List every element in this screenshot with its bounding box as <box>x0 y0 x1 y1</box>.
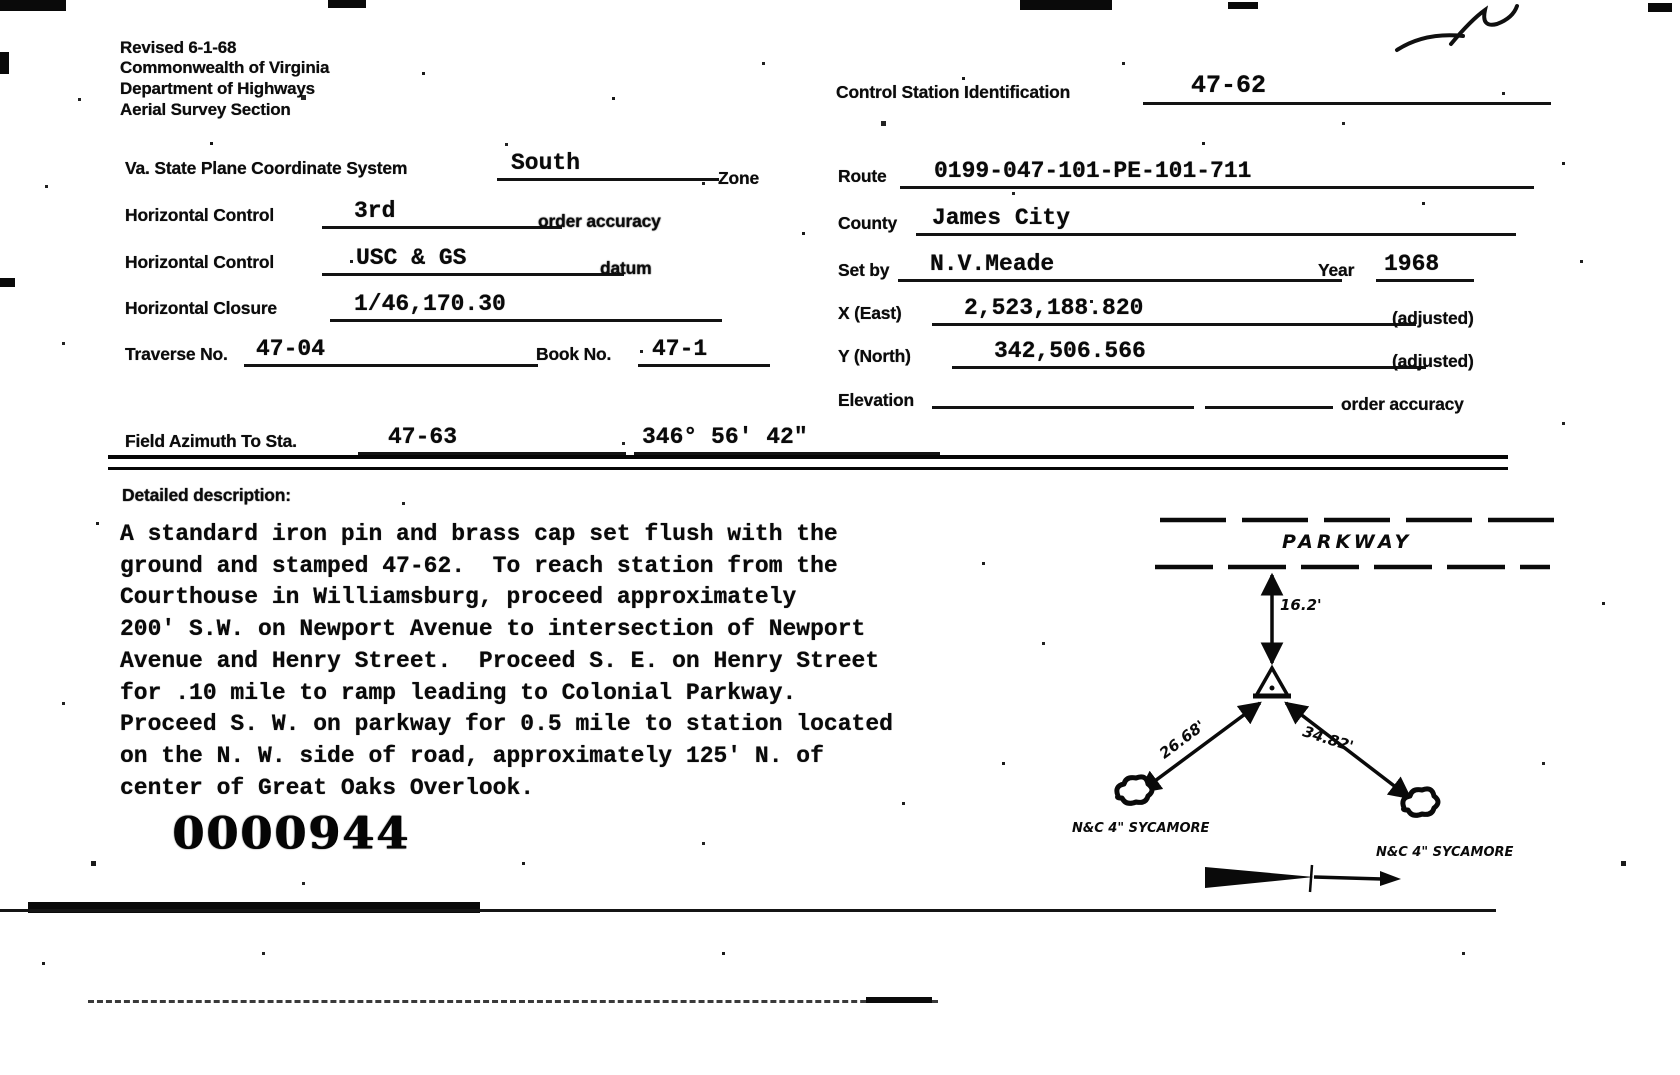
revision-note: Revised 6-1-68 <box>120 38 237 57</box>
left-tree-label: N&C 4" SYCAMORE <box>1072 821 1210 836</box>
station-point <box>1270 686 1275 691</box>
description-line: Avenue and Henry Street. Proceed S. E. on Henry Street <box>120 647 880 674</box>
book-no-value: 47-1 <box>652 336 708 362</box>
north-arrow <box>1205 867 1314 888</box>
horiz-closure-value: 1/46,170.30 <box>354 291 506 317</box>
description-line: 200' S.W. on Newport Avenue to intersection of Newport <box>120 616 866 643</box>
horiz-control-order-label: Horizontal Control <box>125 205 275 225</box>
zone-label: Zone <box>718 168 760 188</box>
horiz-control-order-value: 3rd <box>354 198 396 224</box>
route-label: Route <box>838 166 887 186</box>
left-tree-symbol <box>1117 777 1152 803</box>
coord-system-label: Va. State Plane Coordinate System <box>125 158 408 178</box>
description-text <box>120 519 960 804</box>
year-field <box>1376 242 1474 282</box>
scan-artifact <box>0 52 9 74</box>
field-azimuth-station-field <box>358 412 626 455</box>
station-id-label: Control Station Identification <box>836 82 1071 102</box>
traverse-no-value: 47-04 <box>256 336 326 362</box>
horiz-closure-field <box>330 283 722 322</box>
offset-distance-label: 16.2' <box>1280 596 1322 614</box>
field-azimuth-angle-field <box>634 412 940 455</box>
traverse-no-field <box>244 330 538 367</box>
route-value: 0199-047-101-PE-101-711 <box>934 158 1252 184</box>
horiz-control-datum-value: USC & GS <box>356 245 467 271</box>
north-arrow-head <box>1380 871 1401 886</box>
section-name: Aerial Survey Section <box>120 100 291 119</box>
pen-mark <box>1385 2 1555 62</box>
org-name: Commonwealth of Virginia <box>120 58 330 77</box>
scan-artifact <box>1228 2 1258 9</box>
book-no-label: Book No. <box>536 344 612 364</box>
y-north-field <box>952 327 1426 369</box>
x-east-value: 2,523,188.820 <box>964 295 1144 321</box>
set-by-label: Set by <box>838 260 890 280</box>
y-adjusted-label: (adjusted) <box>1392 351 1474 371</box>
north-arrow-shaft <box>1314 877 1382 879</box>
description-line: ground and stamped 47-62. To reach station from the <box>120 552 838 579</box>
section-divider <box>108 455 1508 470</box>
field-azimuth-angle-value: 346° 56' 42" <box>642 424 808 450</box>
year-label: Year <box>1318 260 1355 280</box>
scan-artifact <box>1648 3 1672 12</box>
right-tree-label: N&C 4" SYCAMORE <box>1376 845 1514 860</box>
description-label: Detailed description: <box>122 485 291 505</box>
horiz-control-datum-field <box>322 237 624 276</box>
scan-artifact <box>1020 0 1112 10</box>
left-tie-distance: 26.68' <box>1156 716 1209 763</box>
scan-artifact <box>0 0 66 11</box>
order-accuracy-label: order accuracy <box>538 211 661 231</box>
right-tree-symbol <box>1403 789 1438 815</box>
x-adjusted-label: (adjusted) <box>1392 308 1474 328</box>
serial-number-stamp: 0000944 <box>172 807 411 859</box>
right-tie-distance: 34.82' <box>1300 722 1356 756</box>
coord-system-field <box>497 142 719 181</box>
description-line: Courthouse in Williamsburg, proceed approximately <box>120 584 797 611</box>
scan-artifact <box>866 997 932 1003</box>
y-north-value: 342,506.566 <box>994 338 1146 364</box>
north-arrow-tick <box>1310 865 1312 892</box>
department-name: Department of Highways <box>120 79 315 98</box>
scan-artifact <box>328 0 366 8</box>
description-line: for .10 mile to ramp leading to Colonial Parkway. <box>120 679 797 706</box>
description-line: center of Great Oaks Overlook. <box>120 774 535 801</box>
set-by-field <box>898 242 1342 282</box>
elevation-order-accuracy-label: order accuracy <box>1341 394 1464 414</box>
set-by-value: N.V.Meade <box>930 251 1055 277</box>
traverse-no-label: Traverse No. <box>125 344 228 364</box>
description-line: on the N. W. side of road, approximately 125' N. of <box>120 742 824 769</box>
county-label: County <box>838 213 898 233</box>
station-id-value: 47-62 <box>1191 71 1267 100</box>
coord-system-value: South <box>511 150 581 176</box>
horiz-closure-label: Horizontal Closure <box>125 298 277 318</box>
scan-artifact <box>88 1000 938 1003</box>
horiz-control-datum-label: Horizontal Control <box>125 252 275 272</box>
field-azimuth-label: Field Azimuth To Sta. <box>125 431 297 451</box>
x-east-label: X (East) <box>838 303 902 323</box>
county-value: James City <box>932 205 1071 231</box>
description-line: A standard iron pin and brass cap set flush with the <box>120 521 838 547</box>
y-north-label: Y (North) <box>838 346 911 366</box>
elevation-field <box>932 376 1194 409</box>
year-value: 1968 <box>1384 251 1440 277</box>
scan-noise <box>45 185 48 188</box>
scan-artifact <box>0 278 15 287</box>
field-azimuth-station-value: 47-63 <box>388 424 458 450</box>
parkway-road-label: PARKWAY <box>1282 531 1413 553</box>
elevation-order-field <box>1205 376 1333 409</box>
x-east-field <box>932 284 1416 326</box>
description-line: Proceed S. W. on parkway for 0.5 mile to station located <box>120 711 893 738</box>
county-field <box>916 195 1516 236</box>
horiz-control-order-field <box>322 190 562 229</box>
elevation-label: Elevation <box>838 390 915 410</box>
station-id-field <box>1143 66 1551 105</box>
station-sketch <box>1060 500 1620 920</box>
station-triangle <box>1256 668 1288 696</box>
route-field <box>900 147 1534 189</box>
datum-label: datum <box>600 258 652 278</box>
book-no-field <box>638 330 770 367</box>
